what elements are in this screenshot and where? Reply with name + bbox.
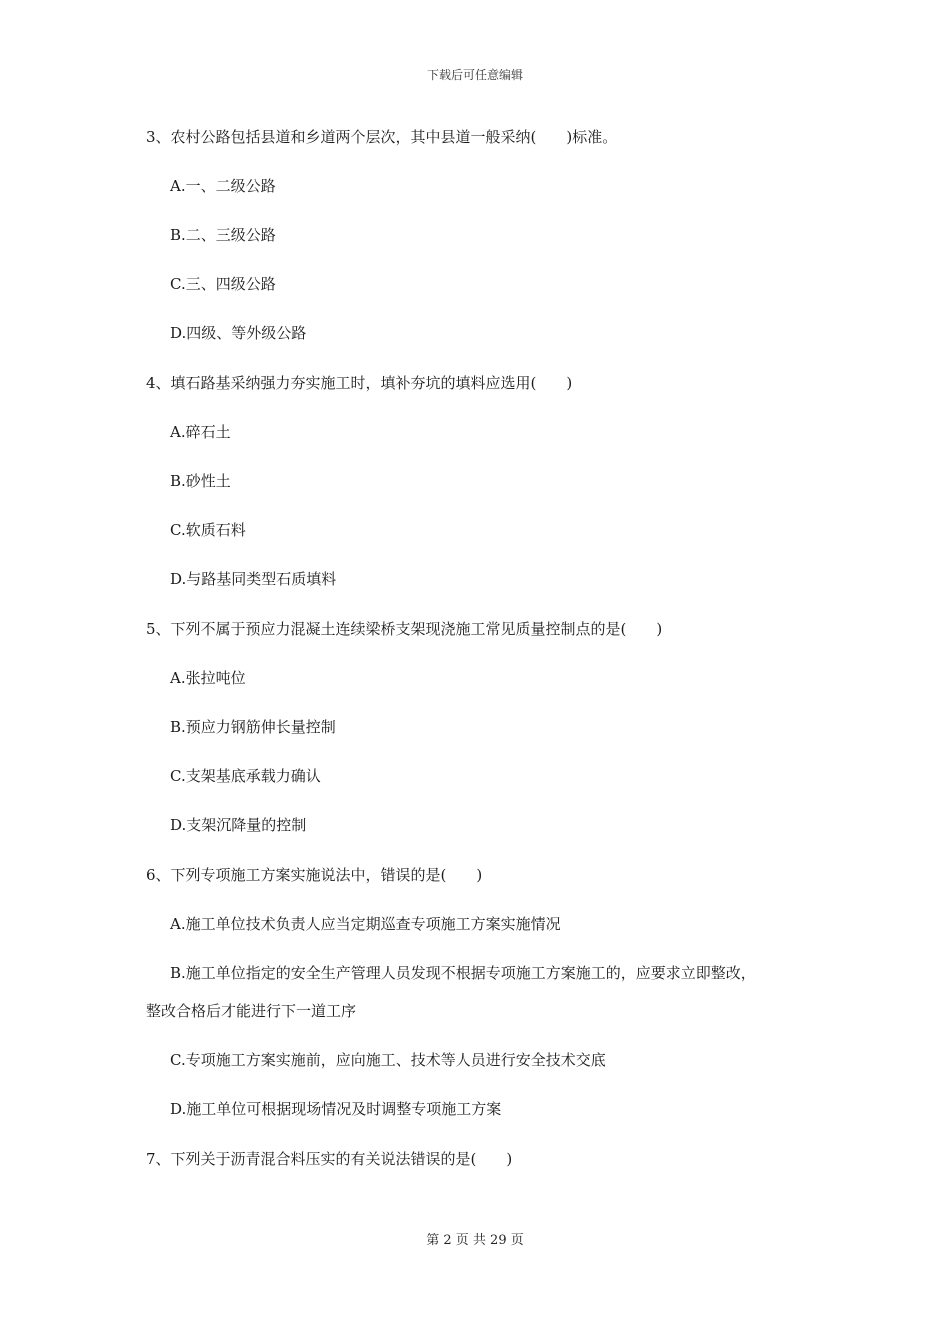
question-3-option-b: B.二、三级公路 <box>170 226 276 244</box>
question-4-option-a: A.碎石土 <box>170 423 231 441</box>
question-3-option-a: A.一、二级公路 <box>170 177 276 195</box>
question-3-stem: 3、农村公路包括县道和乡道两个层次，其中县道一般采纳( )标准。 <box>146 128 618 146</box>
question-6-option-a: A.施工单位技术负责人应当定期巡查专项施工方案实施情况 <box>170 915 561 933</box>
question-5-option-c: C.支架基底承载力确认 <box>170 767 321 785</box>
page-footer: 第 2 页 共 29 页 <box>426 1233 524 1248</box>
question-6-option-d: D.施工单位可根据现场情况及时调整专项施工方案 <box>170 1100 502 1118</box>
question-6-option-c: C.专项施工方案实施前，应向施工、技术等人员进行安全技术交底 <box>170 1051 606 1069</box>
question-4-stem: 4、填石路基采纳强力夯实施工时，填补夯坑的填料应选用( ) <box>146 374 573 392</box>
question-5-stem: 5、下列不属于预应力混凝土连续梁桥支架现浇施工常见质量控制点的是( ) <box>146 620 663 638</box>
question-6-stem: 6、下列专项施工方案实施说法中，错误的是( ) <box>146 866 483 884</box>
question-6-option-b: B.施工单位指定的安全生产管理人员发现不根据专项施工方案施工的，应要求立即整改， <box>170 964 756 982</box>
question-6-option-b-continued: 整改合格后才能进行下一道工序 <box>146 1002 357 1020</box>
question-7-stem: 7、下列关于沥青混合料压实的有关说法错误的是( ) <box>146 1150 513 1168</box>
question-5-option-a: A.张拉吨位 <box>170 669 246 687</box>
question-4-option-c: C.软质石料 <box>170 521 246 539</box>
question-4-option-b: B.砂性土 <box>170 472 231 490</box>
question-5-option-d: D.支架沉降量的控制 <box>170 816 307 834</box>
question-3-option-c: C.三、四级公路 <box>170 275 276 293</box>
question-5-option-b: B.预应力钢筋伸长量控制 <box>170 718 336 736</box>
page-header: 下载后可任意编辑 <box>426 68 523 82</box>
question-4-option-d: D.与路基同类型石质填料 <box>170 570 337 588</box>
question-3-option-d: D.四级、等外级公路 <box>170 324 307 342</box>
